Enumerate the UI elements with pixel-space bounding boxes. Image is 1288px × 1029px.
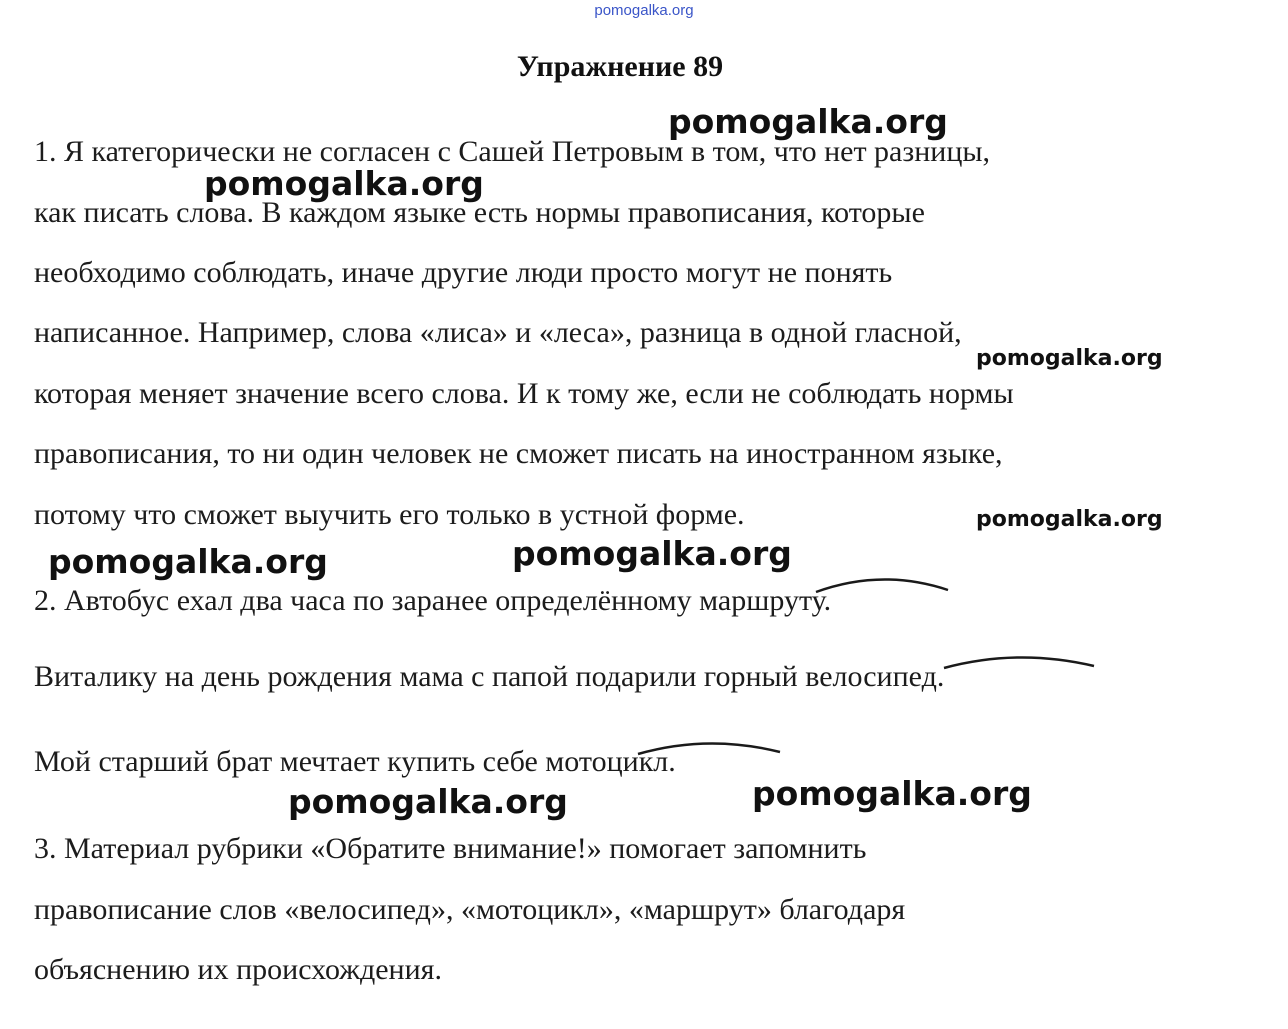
- text-line: как писать слова. В каждом языке есть нормы правописания, которые: [34, 196, 925, 229]
- watermark: pomogalka.org: [288, 782, 568, 821]
- sentence-velosiped: Виталику на день рождения мама с папой подарили горный велосипед.: [34, 660, 945, 693]
- top-site-link[interactable]: pomogalka.org: [594, 2, 694, 19]
- text-line: правописание слов «велосипед», «мотоцикл», «маршрут» благодаря: [34, 893, 906, 926]
- watermark: pomogalka.org: [512, 534, 792, 573]
- watermark: pomogalka.org: [668, 102, 948, 141]
- text-line: написанное. Например, слова «лиса» и «леса», разница в одной гласной,: [34, 316, 962, 349]
- sentence-marshrut: 2. Автобус ехал два часа по заранее определённому маршруту.: [34, 584, 832, 617]
- sentence-mototsikl: Мой старший брат мечтает купить себе мотоцикл.: [34, 745, 676, 778]
- text-line: 1. Я категорически не согласен с Сашей Петровым в том, что нет разницы,: [34, 135, 991, 168]
- root-arc-marshrut: [816, 579, 948, 592]
- text-line: правописания, то ни один человек не сможет писать на иностранном языке,: [34, 437, 1003, 470]
- watermark: pomogalka.org: [976, 346, 1163, 371]
- text-line: которая меняет значение всего слова. И к тому же, если не соблюдать нормы: [34, 377, 1014, 410]
- watermark: pomogalka.org: [752, 774, 1032, 813]
- text-line: потому что сможет выучить его только в устной форме.: [34, 498, 745, 531]
- watermark: pomogalka.org: [48, 542, 328, 581]
- watermark: pomogalka.org: [976, 507, 1163, 532]
- text-line: необходимо соблюдать, иначе другие люди просто могут не понять: [34, 256, 893, 289]
- watermark: pomogalka.org: [204, 164, 484, 203]
- exercise-title: Упражнение 89: [516, 50, 724, 83]
- text-line: объяснению их происхождения.: [34, 953, 442, 986]
- text-line: 3. Материал рубрики «Обратите внимание!» помогает запомнить: [34, 832, 867, 865]
- root-arc-velosiped: [944, 657, 1094, 668]
